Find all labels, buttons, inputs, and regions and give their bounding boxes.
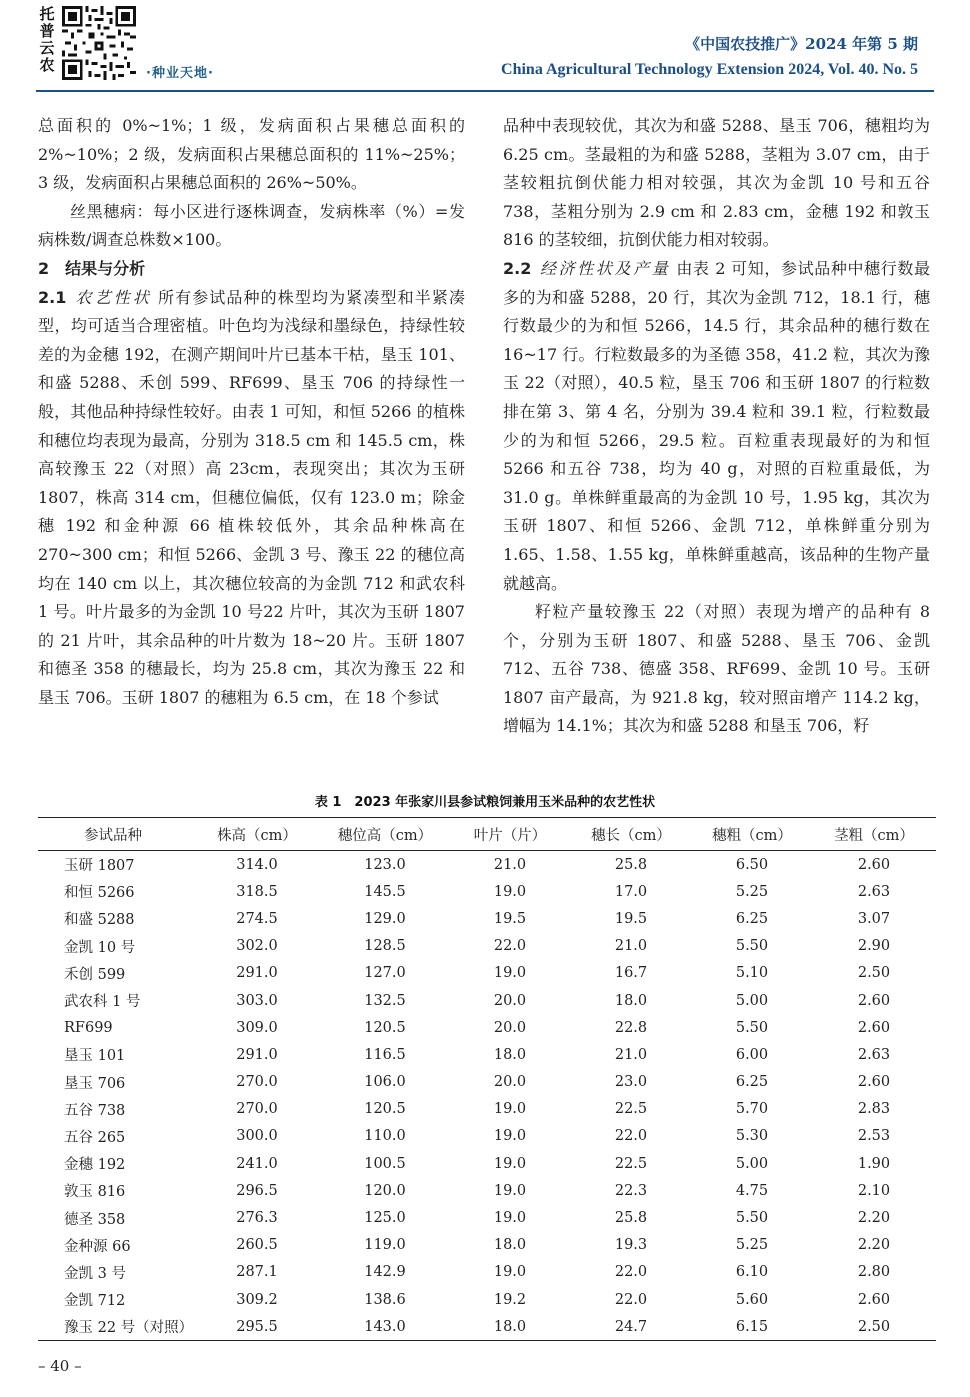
table-cell: 18.0 bbox=[450, 1313, 570, 1341]
table-cell: 23.0 bbox=[614, 1074, 648, 1091]
table-cell: 5.25 bbox=[735, 883, 769, 900]
table-row bbox=[38, 1096, 936, 1123]
table-cell: 116.5 bbox=[364, 1046, 406, 1063]
table-cell: 6.10 bbox=[735, 1264, 769, 1281]
paragraph: 总面积的 0%~1%；1 级，发病面积占果穗总面积的 2%~10%；2 级，发病面积占果穗总面积的 11%~25%；3 级，发病面积占果穗总面积的 26%~50%。 bbox=[38, 116, 465, 193]
table-cell: 2.63 bbox=[857, 1046, 891, 1063]
table-caption: 表 1 2023 年张家川县参试粮饲兼用玉米品种的农艺性状 bbox=[314, 795, 656, 810]
page-header bbox=[0, 0, 970, 95]
table-cell: 2.63 bbox=[857, 883, 891, 900]
table-cell: 19.0 bbox=[493, 1128, 527, 1145]
table-cell: 2.10 bbox=[857, 1182, 891, 1199]
table-row bbox=[38, 960, 936, 987]
subsection-title: 经济性状及产量 bbox=[539, 258, 671, 278]
variety-name-cell: 金凯 712 bbox=[64, 1293, 126, 1310]
table-cell: 16.7 bbox=[614, 965, 648, 982]
table-cell: 287.1 bbox=[236, 1264, 278, 1281]
table-cell: 2.53 bbox=[857, 1128, 891, 1145]
table-cell: 100.5 bbox=[364, 1155, 406, 1172]
table-cell: 260.5 bbox=[236, 1237, 278, 1254]
table-cell: 2.50 bbox=[812, 1313, 936, 1341]
table-row bbox=[38, 1069, 936, 1096]
table-cell: 309.0 bbox=[236, 1019, 278, 1036]
paragraph: 丝黑穗病：每小区进行逐株调查，发病株率（%）=发病株数/调查总株数×100。 bbox=[38, 201, 465, 250]
table-cell: 110.0 bbox=[364, 1128, 406, 1145]
table-cell: 125.0 bbox=[364, 1210, 406, 1227]
table-cell: 17.0 bbox=[614, 883, 648, 900]
table-cell: 309.2 bbox=[236, 1291, 278, 1308]
table-cell: 22.0 bbox=[614, 1291, 648, 1308]
table-row bbox=[38, 1232, 936, 1259]
variety-name-cell: 敦玉 816 bbox=[64, 1184, 126, 1201]
table-cell: 18.0 bbox=[493, 1237, 527, 1254]
table-cell: 295.5 bbox=[194, 1313, 320, 1341]
table-row bbox=[38, 1259, 936, 1286]
subsection-text: 所有参试品种的株型均为紧凑型和半紧凑型，均可适当合理密植。叶色均为浅绿和墨绿色，持绿性较差的为金穗 192，在测产期间叶片已基本干枯，垦玉 101、和盛 5288、禾创 599、RF699、垦玉 706 的持绿性一般，其他品种持绿性较好。由表 1 可知，和恒 5266 的植株和穗位均表现为最高，分别为 318.5 cm 和 145.5 cm，株高较豫玉 22（对照）高 23cm，表现突出；其次为玉研 1807，株高 314 cm，但穗位偏低，仅有 123.0 m；除金穗 192 和金种源 66 植株较低外，其余品种株高在 270~300 cm；和恒 5266、金凯 3 号、豫玉 22 的穗位高均在 140 cm 以上，其次穗位较高的为金凯 712 和武农科 1 号。叶片最多的为金凯 10 号22 片叶，其次为玉研 1807 的 21 片叶，其余品种的叶片数为 18~20 片。玉研 1807 和德圣 358 的穗最长，均为 25.8 cm，其次为豫玉 22 和垦玉 706。玉研 1807 的穗粗为 6.5 cm，在 18 个参试 bbox=[38, 287, 465, 707]
variety-name-cell: 玉研 1807 bbox=[64, 858, 135, 875]
table-row bbox=[38, 905, 936, 932]
table-cell: 5.60 bbox=[735, 1291, 769, 1308]
variety-name-cell: 武农科 1 号 bbox=[64, 994, 141, 1011]
table-cell: 5.00 bbox=[735, 1155, 769, 1172]
table-row bbox=[38, 987, 936, 1014]
column-header: 参试品种 bbox=[38, 818, 194, 851]
table-cell: 2.83 bbox=[857, 1101, 891, 1118]
table-cell: 270.0 bbox=[236, 1074, 278, 1091]
table-cell: 5.30 bbox=[735, 1128, 769, 1145]
table-cell: 120.5 bbox=[364, 1101, 406, 1118]
table-cell: 18.0 bbox=[493, 1046, 527, 1063]
header-rule bbox=[36, 90, 934, 92]
column-header: 株高（cm） bbox=[194, 818, 320, 851]
table-cell: 5.25 bbox=[735, 1237, 769, 1254]
table-cell: 25.8 bbox=[614, 1210, 648, 1227]
table-cell: 19.0 bbox=[493, 1210, 527, 1227]
table-cell: 276.3 bbox=[236, 1210, 278, 1227]
brand-vertical-text bbox=[36, 6, 58, 74]
column-header: 茎粗（cm） bbox=[812, 818, 936, 851]
agronomic-traits-table bbox=[38, 817, 936, 1341]
column-header: 穗粗（cm） bbox=[692, 818, 812, 851]
table-cell: 5.50 bbox=[735, 1019, 769, 1036]
table-cell: 24.7 bbox=[570, 1313, 692, 1341]
variety-name-cell: 金种源 66 bbox=[64, 1238, 131, 1255]
table-cell: 2.60 bbox=[857, 992, 891, 1009]
table-cell: 291.0 bbox=[236, 965, 278, 982]
table-cell: 5.70 bbox=[735, 1101, 769, 1118]
subsection-2-1 bbox=[38, 284, 465, 713]
table-cell: 18.0 bbox=[614, 992, 648, 1009]
variety-name-cell: 豫玉 22 号（对照） bbox=[38, 1313, 194, 1341]
variety-name-cell: 金凯 3 号 bbox=[64, 1265, 126, 1282]
table-row bbox=[38, 1150, 936, 1177]
journal-title-en: China Agricultural Technology Extension 2024, Vol. 40. No. 5 bbox=[501, 61, 918, 78]
section-label: ·种业天地· bbox=[146, 66, 214, 81]
table-cell: 20.0 bbox=[493, 992, 527, 1009]
table-cell: 2.90 bbox=[857, 938, 891, 955]
table-cell: 19.0 bbox=[493, 1155, 527, 1172]
table-cell: 6.00 bbox=[735, 1046, 769, 1063]
table-cell: 19.5 bbox=[614, 910, 648, 927]
table-row bbox=[38, 1123, 936, 1150]
table-cell: 19.0 bbox=[493, 1264, 527, 1281]
table-cell: 25.8 bbox=[614, 856, 648, 873]
table-cell: 291.0 bbox=[236, 1046, 278, 1063]
journal-title-cn: 《中国农技推广》2024 年第 5 期 bbox=[685, 35, 918, 53]
table-cell: 2.20 bbox=[857, 1210, 891, 1227]
table-cell: 145.5 bbox=[364, 883, 406, 900]
table-cell: 19.5 bbox=[493, 910, 527, 927]
subsection-title: 农艺性状 bbox=[74, 287, 152, 307]
section-heading: 2 结果与分析 bbox=[38, 258, 146, 278]
table-row bbox=[38, 878, 936, 905]
table-cell: 127.0 bbox=[364, 965, 406, 982]
table-cell: 119.0 bbox=[364, 1237, 406, 1254]
table-cell: 143.0 bbox=[320, 1313, 450, 1341]
table-cell: 22.0 bbox=[614, 1264, 648, 1281]
column-header: 穗长（cm） bbox=[570, 818, 692, 851]
table-cell: 3.07 bbox=[857, 910, 891, 927]
table-cell: 2.20 bbox=[857, 1237, 891, 1254]
brand-char: 普 bbox=[39, 22, 55, 40]
table-row bbox=[38, 1041, 936, 1068]
table-cell: 132.5 bbox=[364, 992, 406, 1009]
table-cell: 2.80 bbox=[857, 1264, 891, 1281]
table-cell: 302.0 bbox=[236, 938, 278, 955]
table-cell: 19.2 bbox=[493, 1291, 527, 1308]
variety-name-cell: 和恒 5266 bbox=[64, 885, 135, 902]
variety-name-cell: 德圣 358 bbox=[64, 1211, 126, 1228]
qr-code-icon[interactable] bbox=[62, 6, 136, 80]
table-cell: 106.0 bbox=[364, 1074, 406, 1091]
table-cell: 22.8 bbox=[614, 1019, 648, 1036]
table-cell: 19.3 bbox=[614, 1237, 648, 1254]
variety-name-cell: 五谷 265 bbox=[64, 1129, 126, 1146]
table-row bbox=[38, 851, 936, 879]
variety-name-cell: 金穗 192 bbox=[64, 1157, 126, 1174]
table-cell: 120.0 bbox=[364, 1182, 406, 1199]
brand-char: 托 bbox=[39, 5, 55, 23]
table-cell: 21.0 bbox=[614, 1046, 648, 1063]
left-column bbox=[38, 112, 465, 712]
table-cell: 22.3 bbox=[614, 1182, 648, 1199]
variety-name-cell: 五谷 738 bbox=[64, 1102, 126, 1119]
table-cell: 6.15 bbox=[692, 1313, 812, 1341]
table-cell: 6.25 bbox=[735, 910, 769, 927]
subsection-number: 2.2 bbox=[503, 258, 532, 278]
table-cell: 2.60 bbox=[857, 1019, 891, 1036]
table-cell: 22.0 bbox=[493, 938, 527, 955]
table-cell: 5.00 bbox=[735, 992, 769, 1009]
paragraph: 品种中表现较优，其次为和盛 5288、垦玉 706，穗粗均为 6.25 cm。茎最粗的为和盛 5288，茎粗为 3.07 cm，由于茎较粗抗倒伏能力相对较强，其次为金凯 10 号和五谷 738，茎粗分别为 2.9 cm 和 2.83 cm，金穗 192 和敦玉 816 的茎较细，抗倒伏能力相对较弱。 bbox=[503, 116, 930, 250]
table-row bbox=[38, 1014, 936, 1041]
table-cell: 5.50 bbox=[735, 1210, 769, 1227]
variety-name-cell: 和盛 5288 bbox=[64, 912, 135, 929]
table-cell: 300.0 bbox=[236, 1128, 278, 1145]
table-cell: 4.75 bbox=[735, 1182, 769, 1199]
table-header-row bbox=[38, 818, 936, 851]
table-cell: 120.5 bbox=[364, 1019, 406, 1036]
table-cell: 128.5 bbox=[364, 938, 406, 955]
table-cell: 2.60 bbox=[857, 856, 891, 873]
table-row bbox=[38, 1177, 936, 1204]
table-cell: 314.0 bbox=[236, 856, 278, 873]
table-body bbox=[38, 851, 936, 1341]
table-cell: 19.0 bbox=[493, 883, 527, 900]
variety-name-cell: RF699 bbox=[64, 1019, 113, 1036]
table-cell: 19.0 bbox=[493, 1182, 527, 1199]
paragraph: 籽粒产量较豫玉 22（对照）表现为增产的品种有 8 个，分别为玉研 1807、和盛 5288、垦玉 706、金凯 712、五谷 738、德盛 358、RF699、金凯 10 号。玉研 1807 亩产最高，为 921.8 kg，较对照亩增产 114.2 kg，增幅为 14.1%；其次为和盛 5288 和垦玉 706，籽 bbox=[503, 602, 930, 736]
table-cell: 241.0 bbox=[236, 1155, 278, 1172]
table-cell: 296.5 bbox=[236, 1182, 278, 1199]
subsection-2-2 bbox=[503, 255, 930, 598]
subsection-number: 2.1 bbox=[38, 287, 67, 307]
page-number: – 40 – bbox=[38, 1357, 82, 1375]
table-cell: 2.60 bbox=[857, 1074, 891, 1091]
column-header: 穗位高（cm） bbox=[320, 818, 450, 851]
table-cell: 2.60 bbox=[857, 1291, 891, 1308]
table-cell: 270.0 bbox=[236, 1101, 278, 1118]
variety-name-cell: 垦玉 706 bbox=[64, 1075, 126, 1092]
table-cell: 129.0 bbox=[364, 910, 406, 927]
table-cell: 6.25 bbox=[735, 1074, 769, 1091]
table-cell: 274.5 bbox=[236, 910, 278, 927]
table-cell: 303.0 bbox=[236, 992, 278, 1009]
table-cell: 22.5 bbox=[614, 1155, 648, 1172]
table-cell: 20.0 bbox=[493, 1074, 527, 1091]
brand-char: 农 bbox=[39, 56, 55, 74]
table-cell: 138.6 bbox=[364, 1291, 406, 1308]
table-cell: 19.0 bbox=[493, 1101, 527, 1118]
variety-name-cell: 金凯 10 号 bbox=[64, 939, 136, 956]
table-cell: 142.9 bbox=[364, 1264, 406, 1281]
table-cell: 5.10 bbox=[735, 965, 769, 982]
table-cell: 6.50 bbox=[735, 856, 769, 873]
table-cell: 22.0 bbox=[614, 1128, 648, 1145]
table-cell: 318.5 bbox=[236, 883, 278, 900]
table-cell: 123.0 bbox=[364, 856, 406, 873]
table-row bbox=[38, 1286, 936, 1313]
table-row bbox=[38, 1313, 936, 1341]
table-cell: 19.0 bbox=[493, 965, 527, 982]
brand-char: 云 bbox=[39, 39, 55, 57]
variety-name-cell: 垦玉 101 bbox=[64, 1048, 126, 1065]
table-cell: 5.50 bbox=[735, 938, 769, 955]
table-cell: 22.5 bbox=[614, 1101, 648, 1118]
right-column bbox=[503, 112, 930, 741]
table-cell: 21.0 bbox=[614, 938, 648, 955]
table-cell: 21.0 bbox=[493, 856, 527, 873]
table-cell: 2.50 bbox=[857, 965, 891, 982]
table-row bbox=[38, 933, 936, 960]
journal-info bbox=[501, 34, 918, 81]
variety-name-cell: 禾创 599 bbox=[64, 966, 126, 983]
subsection-text: 由表 2 可知，参试品种中穗行数最多的为和盛 5288，20 行，其次为金凯 712，18.1 行，穗行数最少的为和恒 5266，14.5 行，其余品种的穗行数在 16~17 行。行粒数最多的为圣德 358，41.2 粒，其次为豫玉 22（对照），40.5 粒，垦玉 706 和玉研 1807 的行粒数排在第 3、第 4 名，分别为 39.4 粒和 39.1 粒，行粒数最少的为和恒 5266，29.5 粒。百粒重表现最好的为和恒 5266 和五谷 738，均为 40 g，对照的百粒重最低，为 31.0 g。单株鲜重最高的为金凯 10 号，1.95 kg，其次为玉研 1807、和恒 5266、金凯 712，单株鲜重分别为 1.65、1.58、1.55 kg，单株鲜重越高，该品种的生物产量就越高。 bbox=[503, 258, 930, 593]
table-row bbox=[38, 1204, 936, 1231]
table-cell: 20.0 bbox=[493, 1019, 527, 1036]
column-header: 叶片（片） bbox=[450, 818, 570, 851]
table-cell: 1.90 bbox=[857, 1155, 891, 1172]
